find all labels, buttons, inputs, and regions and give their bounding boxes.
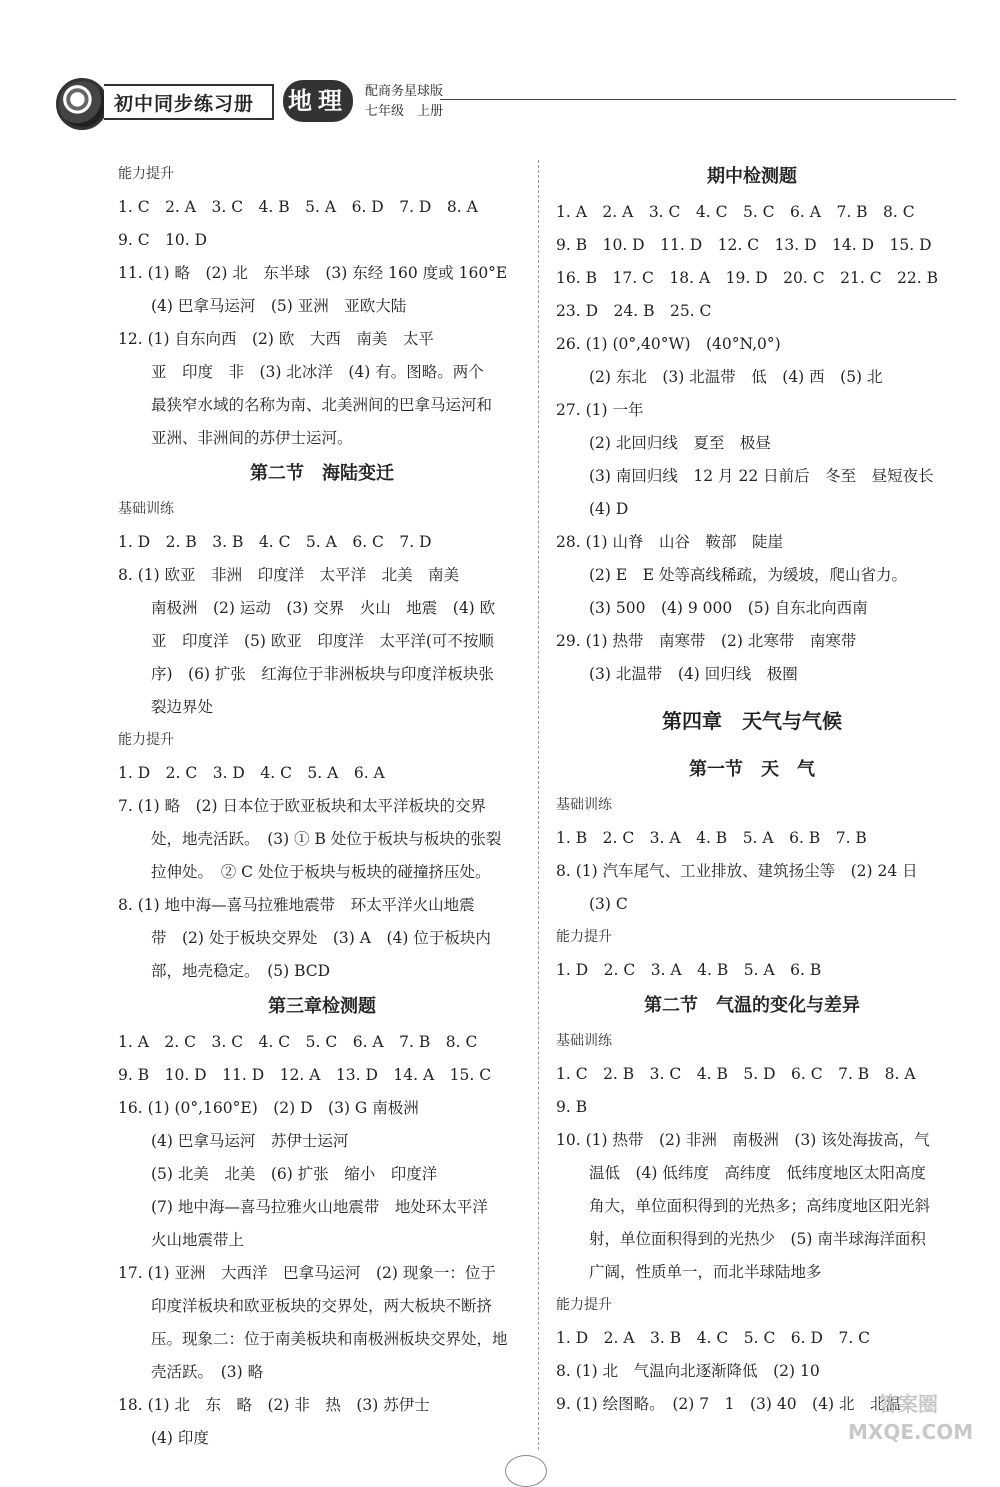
answer-line: 8. (1) 地中海—喜马拉雅地震带 环太平洋火山地震 <box>118 896 475 914</box>
answer-line-continued: 序) (6) 扩张 红海位于非洲板块与印度洋板块张 <box>151 665 494 683</box>
answer-line-continued: (7) 地中海—喜马拉雅火山地震带 地处环太平洋 <box>151 1198 488 1216</box>
answer-line: 1. C 2. B 3. C 4. B 5. D 6. C 7. B 8. A <box>556 1065 916 1083</box>
watermark-logo <box>848 1390 974 1460</box>
answer-line-continued: (2) 北回归线 夏至 极昼 <box>589 434 771 452</box>
answer-line-continued: 印度洋板块和欧亚板块的交界处，两大板块不断挤 <box>151 1297 493 1315</box>
answer-line: 1. A 2. C 3. C 4. C 5. C 6. A 7. B 8. C <box>118 1033 478 1051</box>
subsection-label: 基础训练 <box>556 797 612 813</box>
answer-line-continued: (3) 500 (4) 9 000 (5) 自东北向西南 <box>589 599 868 617</box>
answer-line: 17. (1) 亚洲 大西洋 巴拿马运河 (2) 现象一：位于 <box>118 1264 496 1282</box>
subsection-label: 基础训练 <box>118 501 174 517</box>
subsection-label: 能力提升 <box>556 929 612 945</box>
subsection-label: 能力提升 <box>118 166 174 182</box>
answer-line-continued: 亚 印度 非 (3) 北冰洋 (4) 有。图略。两个 <box>151 363 484 381</box>
watermark-text: 答案圈 MXQE.COM <box>848 1392 974 1444</box>
globe-logo-icon <box>56 78 108 130</box>
answer-line: 10. (1) 热带 (2) 非洲 南极洲 (3) 该处海拔高，气 <box>556 1131 930 1149</box>
answer-line-continued: 温低 (4) 低纬度 高纬度 低纬度地区太阳高度 <box>589 1164 926 1182</box>
column-divider <box>538 160 539 1450</box>
answer-line: 1. B 2. C 3. A 4. B 5. A 6. B 7. B <box>556 829 867 847</box>
answer-line: 16. B 17. C 18. A 19. D 20. C 21. C 22. B <box>556 269 939 287</box>
answer-line: 1. D 2. A 3. B 4. C 5. C 6. D 7. C <box>556 1329 871 1347</box>
answer-line-continued: 压。现象二：位于南美板块和南极洲板块交界处，地 <box>151 1330 508 1348</box>
answer-line: 29. (1) 热带 南寒带 (2) 北寒带 南寒带 <box>556 632 857 650</box>
answer-line-continued: (3) C <box>589 895 628 913</box>
answer-line: 18. (1) 北 东 略 (2) 非 热 (3) 苏伊士 <box>118 1396 430 1414</box>
answer-line-continued: (4) 巴拿马运河 (5) 亚洲 亚欧大陆 <box>151 297 407 315</box>
answer-line: 9. B 10. D 11. D 12. C 13. D 14. D 15. D <box>556 236 932 254</box>
answer-line: 8. (1) 汽车尾气、工业排放、建筑扬尘等 (2) 24 日 <box>556 862 918 880</box>
answer-line-continued: 亚洲、非洲间的苏伊士运河。 <box>151 429 353 447</box>
left-answer-column <box>118 158 526 1455</box>
answer-line: 9. B 10. D 11. D 12. A 13. D 14. A 15. C <box>118 1066 492 1084</box>
book-series-title: 初中同步练习册 <box>104 84 274 120</box>
section-heading: 期中检测题 <box>707 166 797 187</box>
answer-line-continued: 角大，单位面积得到的光热多；高纬度地区阳光斜 <box>589 1197 931 1215</box>
answer-line-continued: (3) 南回归线 12 月 22 日前后 冬至 昼短夜长 <box>589 467 934 485</box>
answer-line: 27. (1) 一年 <box>556 401 644 419</box>
section-heading: 第二节 海陆变迁 <box>250 463 394 484</box>
answer-line-continued: (5) 北美 北美 (6) 扩张 缩小 印度洋 <box>151 1165 438 1183</box>
subsection-label: 基础训练 <box>556 1033 612 1049</box>
answer-line-continued: 射，单位面积得到的光热少 (5) 南半球海洋面积 <box>589 1230 926 1248</box>
answer-line: 9. (1) 绘图略。 (2) 7 1 (3) 40 (4) 北 北温 <box>556 1395 901 1413</box>
answer-line-continued: (4) D <box>589 500 629 518</box>
page-header <box>0 0 1000 140</box>
answer-line: 11. (1) 略 (2) 北 东半球 (3) 东经 160 度或 160°E <box>118 264 508 282</box>
subsection-label: 能力提升 <box>556 1297 612 1313</box>
grade-label: 七年级 上册 <box>365 104 444 119</box>
answer-line-continued: 壳活跃。 (3) 略 <box>151 1363 264 1381</box>
answer-line-continued: 处，地壳活跃。 (3) ① B 处位于板块与板块的张裂 <box>151 830 502 848</box>
answer-line: 26. (1) (0°,40°W) (40°N,0°) <box>556 335 781 353</box>
answer-line: 1. D 2. C 3. D 4. C 5. A 6. A <box>118 764 385 782</box>
answer-line-continued: (2) E E 处等高线稀疏，为缓坡，爬山省力。 <box>589 566 907 584</box>
answer-line: 7. (1) 略 (2) 日本位于欧亚板块和太平洋板块的交界 <box>118 797 486 815</box>
section-heading: 第三章检测题 <box>268 996 376 1017</box>
answer-line-continued: (2) 东北 (3) 北温带 低 (4) 西 (5) 北 <box>589 368 883 386</box>
answer-line-continued: 拉伸处。 ② C 处位于板块与板块的碰撞挤压处。 <box>151 863 491 881</box>
answer-line: 8. (1) 欧亚 非洲 印度洋 太平洋 北美 南美 <box>118 566 460 584</box>
chapter-heading: 第四章 天气与气候 <box>662 709 842 733</box>
section-heading: 第一节 天 气 <box>689 759 815 780</box>
answer-line-continued: 裂边界处 <box>151 698 214 716</box>
answer-line-continued: 最狭窄水域的名称为南、北美洲间的巴拿马运河和 <box>151 396 493 414</box>
subject-badge: 地理 <box>283 80 353 122</box>
answer-line: 8. (1) 北 气温向北逐渐降低 (2) 10 <box>556 1362 820 1380</box>
answer-line: 1. C 2. A 3. C 4. B 5. A 6. D 7. D 8. A <box>118 198 478 216</box>
header-rule <box>440 99 956 100</box>
answer-line-continued: 亚 印度洋 (5) 欧亚 印度洋 太平洋(可不按顺 <box>151 632 494 650</box>
edition-label: 配商务星球版 <box>365 84 444 99</box>
page-footer-ornament <box>505 1455 547 1487</box>
answer-line: 23. D 24. B 25. C <box>556 302 712 320</box>
answer-line: 9. C 10. D <box>118 231 208 249</box>
subsection-label: 能力提升 <box>118 732 174 748</box>
section-heading: 第二节 气温的变化与差异 <box>644 995 860 1016</box>
answer-line: 1. D 2. B 3. B 4. C 5. A 6. C 7. D <box>118 533 432 551</box>
answer-line-continued: 带 (2) 处于板块交界处 (3) A (4) 位于板块内 <box>151 929 491 947</box>
answer-line: 1. D 2. C 3. A 4. B 5. A 6. B <box>556 961 822 979</box>
answer-line-continued: (4) 巴拿马运河 苏伊士运河 <box>151 1132 349 1150</box>
answer-line: 12. (1) 自东向西 (2) 欧 大西 南美 太平 <box>118 330 434 348</box>
answer-line-continued: 广阔，性质单一，而北半球陆地多 <box>589 1263 822 1281</box>
answer-line: 16. (1) (0°,160°E) (2) D (3) G 南极洲 <box>118 1099 419 1117</box>
answer-line: 1. A 2. A 3. C 4. C 5. C 6. A 7. B 8. C <box>556 203 915 221</box>
answer-line: 9. B <box>556 1098 588 1116</box>
answer-line-continued: 部，地壳稳定。 (5) BCD <box>151 962 331 980</box>
answer-line-continued: 火山地震带上 <box>151 1231 245 1249</box>
answer-line-continued: 南极洲 (2) 运动 (3) 交界 火山 地震 (4) 欧 <box>151 599 496 617</box>
answer-line-continued: (4) 印度 <box>151 1429 209 1447</box>
answer-line: 28. (1) 山脊 山谷 鞍部 陡崖 <box>556 533 783 551</box>
right-answer-column <box>556 158 948 1421</box>
answer-line-continued: (3) 北温带 (4) 回归线 极圈 <box>589 665 798 683</box>
